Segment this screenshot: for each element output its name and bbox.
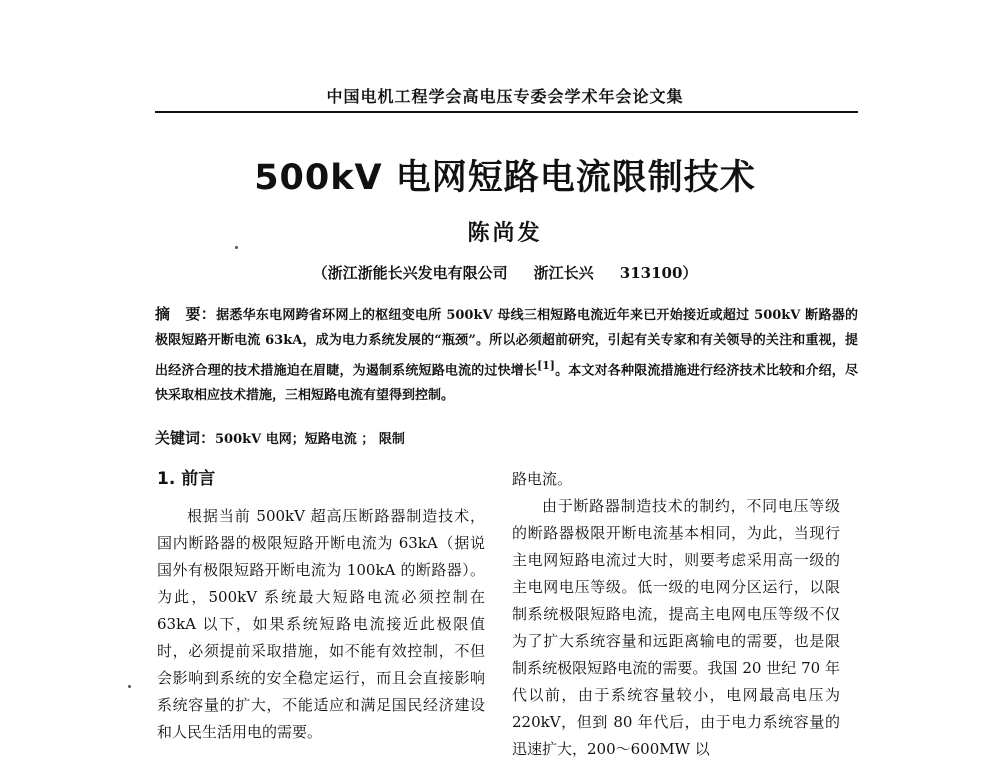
abstract-label: 摘 要： <box>155 305 217 323</box>
scan-speck <box>128 685 131 688</box>
header-rule <box>155 111 858 113</box>
body-paragraph: 根据当前 500kV 超高压断路器制造技术，国内断路器的极限短路开断电流为 63kA（据说国外有极限短路开断电流为 100kA 的断路器）。为此，500kV 系统最大短路电流必须控制在 63kA 以下，如果系统短路电流接近此极限值时，必须提前采取措施，如不能有效控制，不但会影响到系统的安全稳定运行，而且会直接影响系统容量的扩大，不能适应和满足国民经济建设和人民生活用电的需要。 <box>157 507 485 741</box>
keywords-label: 关键词： <box>155 429 216 447</box>
body-paragraph-continuation: 路电流。 <box>512 470 573 488</box>
right-column <box>512 466 840 760</box>
author-affiliation: （浙江浙能长兴发电有限公司 浙江长兴 313100） <box>312 264 698 282</box>
abstract <box>155 302 858 408</box>
paper-title: 500kV 电网短路电流限制技术 <box>254 158 756 198</box>
running-header: 中国电机工程学会高电压专委会学术年会论文集 <box>326 87 684 106</box>
section-heading-introduction: 1. 前言 <box>157 469 216 489</box>
body-paragraph: 由于断路器制造技术的制约，不同电压等级的断路器极限开断电流基本相同，为此，当现行主电网短路电流过大时，则要考虑采用高一级的主电网电压等级。低一级的电网分区运行，以限制系统极限短路电流，提高主电网电压等级不仅为了扩大系统容量和远距离输电的需要，也是限制系统极限短路电流的需要。我国 20 世纪 70 年代以前，由于系统容量较小，电网最高电压为 220kV，但到 80 年代后，由于电力系统容量的迅速扩大，200～600MW 以 <box>512 497 840 758</box>
left-column <box>157 466 485 760</box>
abstract-reference: [1] <box>537 359 555 372</box>
scan-speck <box>235 246 238 249</box>
keywords-text: 500kV 电网；短路电流 ； 限制 <box>215 432 405 447</box>
abstract-text-continued: 。本文对各种限流措施进行经济技术比较和介绍，尽快采取相应技术措施，三相短路电流有望得到控制。 <box>155 363 858 404</box>
author-name: 陈尚发 <box>467 220 543 246</box>
abstract-text: 据悉华东电网跨省环网上的枢纽变电所 500kV 母线三相短路电流近年来已开始接近或超过 500kV 断路器的极限短路开断电流 63kA，成为电力系统发展的“瓶颈”。所以必须超前研究，引起有关专家和有关领导的关注和重视，提出经济合理的技术措施迫在眉睫，为遏制系统短路电流的过快增长 <box>155 308 858 379</box>
keywords <box>155 427 858 448</box>
